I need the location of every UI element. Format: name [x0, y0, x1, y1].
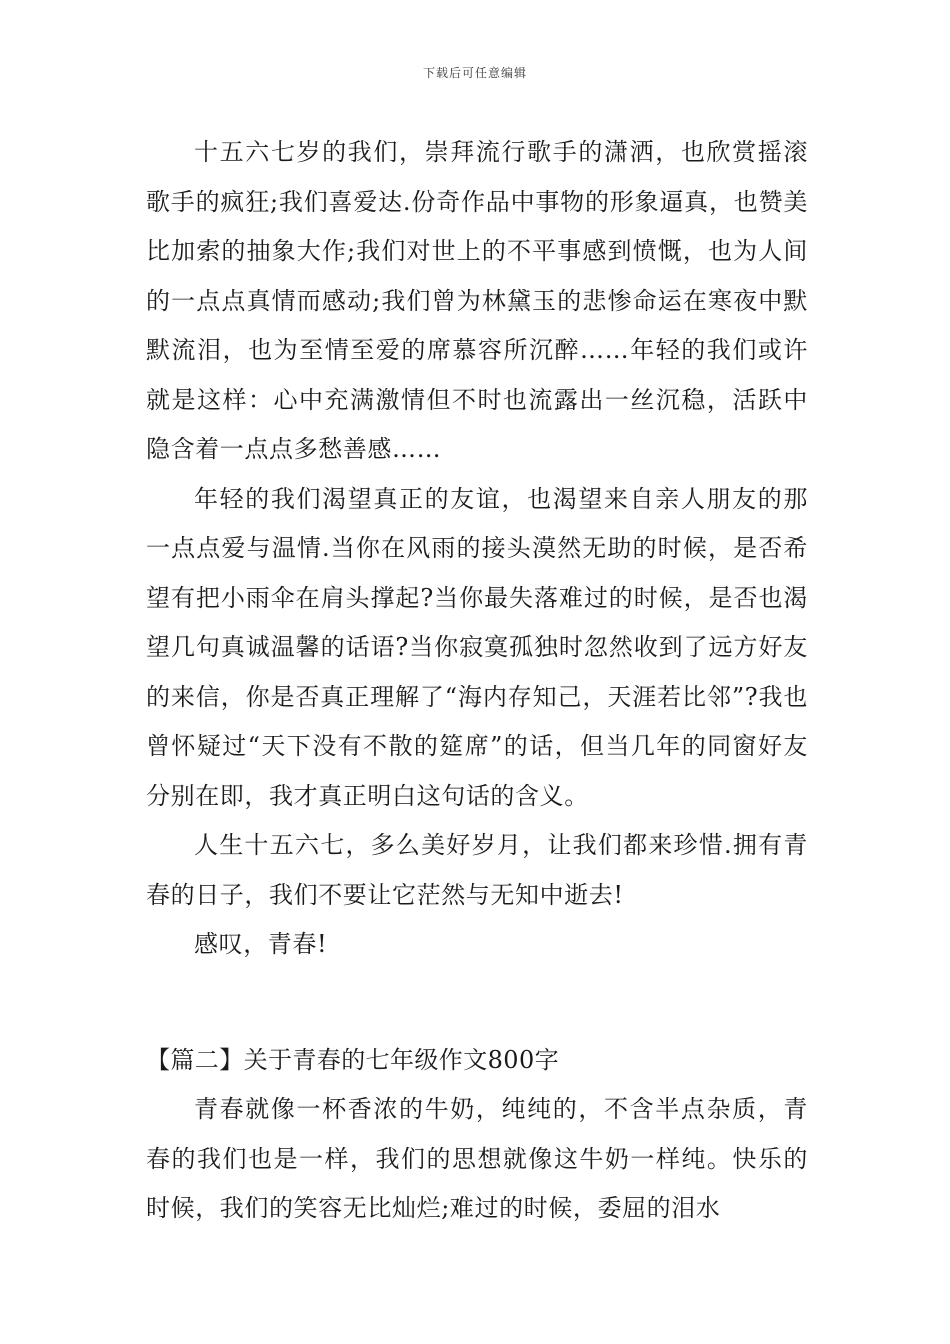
section-heading: 【篇二】关于青春的七年级作文800字: [146, 1045, 560, 1074]
paragraph-1: 十五六七岁的我们，崇拜流行歌手的潇洒，也欣赏摇滚歌手的疯狂;我们喜爱达.份奇作品中事物的形象逼真，也赞美比加索的抽象大作;我们对世上的不平事感到愤慨，也为人间的一点点真情而感动;我们曾为林黛玉的悲惨命运在寒夜中默默流泪，也为至情至爱的席慕容所沉醉……年轻的我们或许就是这样：心中充满激情但不时也流露出一丝沉稳，活跃中隐含着一点点多愁善感……: [146, 138, 808, 463]
paragraph-3: 人生十五六七，多么美好岁月，让我们都来珍惜.拥有青春的日子，我们不要让它茫然与无知中逝去!: [146, 831, 808, 909]
document-body: [146, 128, 808, 1234]
paragraph-4: 感叹，青春!: [194, 930, 328, 958]
paragraph-2: 年轻的我们渴望真正的友谊，也渴望来自亲人朋友的那一点点爱与温情.当你在风雨的接头漠然无助的时候，是否希望有把小雨伞在肩头撑起?当你最失落难过的时候，是否也渴望几句真诚温馨的话语?当你寂寞孤独时忽然收到了远方好友的来信，你是否真正理解了“海内存知己，天涯若比邻”?我也曾怀疑过“天下没有不散的筵席”的话，但当几年的同窗好友分别在即，我才真正明白这句话的含义。: [146, 484, 808, 810]
page-header-watermark: 下载后可任意编辑: [422, 66, 527, 80]
paragraph-5: 青春就像一杯香浓的牛奶，纯纯的，不含半点杂质，青春的我们也是一样，我们的思想就像这牛奶一样纯。快乐的时候，我们的笑容无比灿烂;难过的时候，委屈的泪水: [146, 1095, 808, 1222]
